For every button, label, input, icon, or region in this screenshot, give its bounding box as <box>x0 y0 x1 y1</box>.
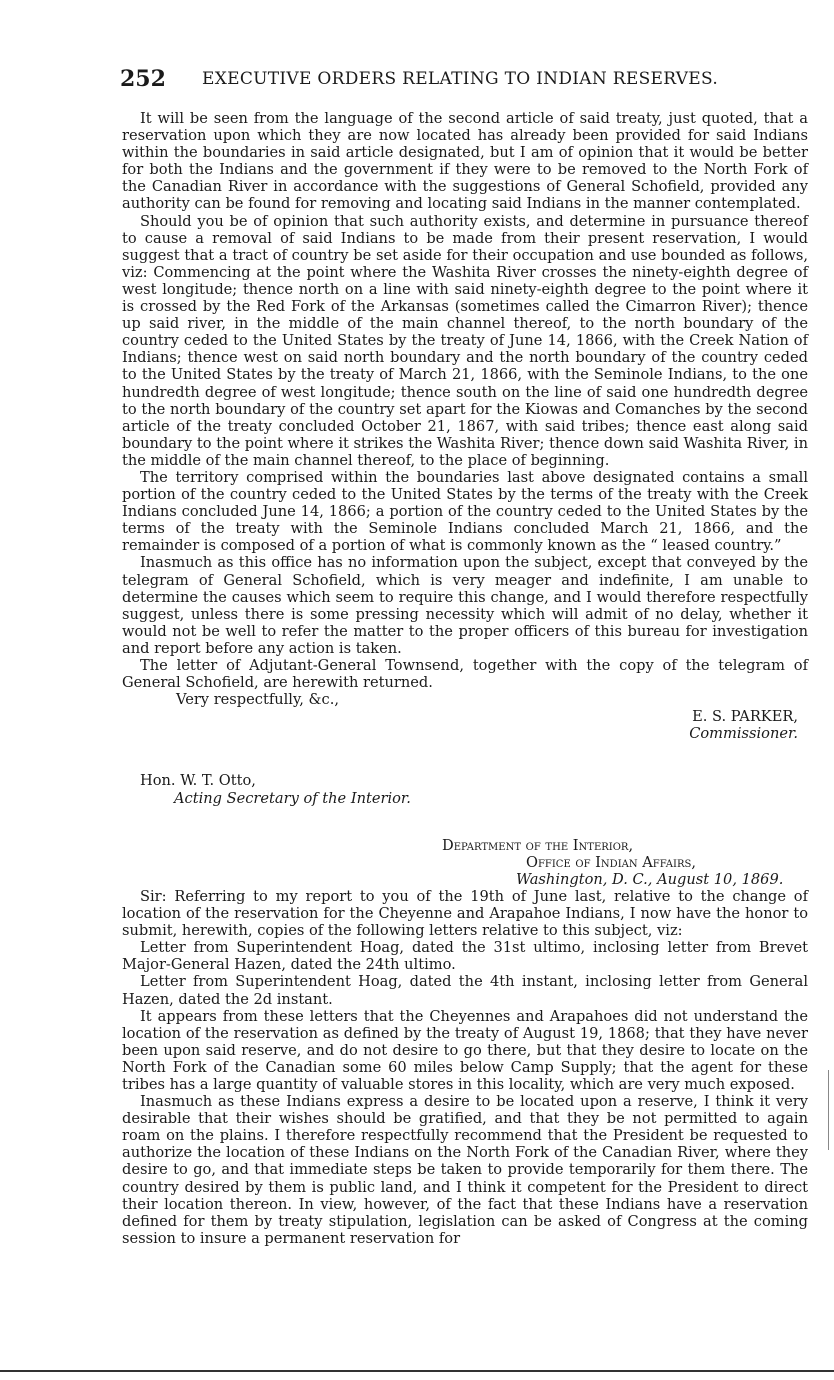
page-number: 252 <box>120 66 166 92</box>
addressee-block <box>140 772 808 806</box>
paragraph: Letter from Superintendent Hoag, dated the 4th instant, inclosing letter from General Hazen, dated the 2d instant. <box>122 973 808 1008</box>
signature-block <box>122 708 798 742</box>
dateline-place-date: Washington, D. C., August 10, 1869. <box>516 870 784 888</box>
addressee-name: Hon. W. T. Otto, <box>140 772 256 790</box>
signer-title: Commissioner. <box>689 725 798 743</box>
paragraph: Sir: Referring to my report to you of the 19th of June last, relative to the change of location of the reservation for the Cheyenne and Arapahoe Indians, I now have the honor to submit, herewith, copies of the following letters relative to this subject, viz: <box>122 887 808 940</box>
paragraph: It will be seen from the language of the second article of said treaty, just quoted, that a reservation upon which they are now located has already been provided for said Indians within the boundaries in said article designated, but I am of opinion that it would be better for both the Indians and the government if they were to be removed to the North Fork of the Canadian River in accordance with the suggestions of General Schofield, provided any authority can be found for removing and locating said Indians in the manner contemplated. <box>122 110 808 213</box>
paragraph: Inasmuch as these Indians express a desire to be located upon a reserve, I think it very desirable that their wishes should be gratified, and that they be not permitted to again roam on the plains. I therefore respectfully recommend that the President be requested to authorize the location of these Indians on the North Fork of the Canadian River, where they desire to go, and that immediate steps be taken to provide temporarily for them there. The country desired by them is public land, and I think it competent for the President to direct their location thereon. In view, however, of the fact that these Indians have a reservation defined for them by treaty stipulation, legislation can be asked of Congress at the coming session to insure a permanent reservation for <box>122 1093 808 1247</box>
margin-line <box>828 1070 829 1150</box>
page-body <box>122 110 808 1247</box>
paragraph: Inasmuch as this office has no information upon the subject, except that conveyed by the telegram of General Schofield, which is very meager and indefinite, I am unable to determine the causes which seem to require this change, and I would therefore respectfully suggest, unless there is some pressing necessity which will admit of no delay, whether it would not be well to refer the matter to the proper officers of this bureau for investigation and report before any action is taken. <box>122 554 808 657</box>
running-head: EXECUTIVE ORDERS RELATING TO INDIAN RESERVES. <box>202 69 719 89</box>
paragraph: Letter from Superintendent Hoag, dated the 31st ultimo, inclosing letter from Brevet Major-General Hazen, dated the 24th ultimo. <box>122 939 808 974</box>
page-bottom-edge <box>0 1370 834 1372</box>
addressee-title: Acting Secretary of the Interior. <box>174 789 411 807</box>
paragraph: It appears from these letters that the Cheyennes and Arapahoes did not understand the location of the reservation as defined by the treaty of August 19, 1868; that they have never been upon said reserve, and do not desire to go there, but that they desire to locate on the North Fork of the Canadian some 60 miles below Camp Supply; that the agent for these tribes has a large quantity of valuable stores in this locality, which are very much exposed. <box>122 1007 808 1093</box>
paragraph: Should you be of opinion that such authority exists, and determine in pursuance thereof to cause a removal of said Indians to be made from their present reservation, I would suggest that a tract of country be set aside for their occupation and use bounded as follows, viz: Commencing at the point where the Washita River crosses the ninety-eighth degree of west longitude; thence north on a line with said ninety-eighth degree to the point where it is crossed by the Red Fork of the Arkansas (sometimes called the Cimarron River); thence up said river, in the middle of the main channel thereof, to the north boundary of the country ceded to the United States by the treaty of June 14, 1866, with the Creek Nation of Indians; thence west on said north boundary and the north boundary of the country ceded to the United States by the treaty of March 21, 1866, with the Seminole Indians, to the one hundredth degree of west longitude; thence south on the line of said one hundredth degree to the north boundary of the country set apart for the Kiowas and Comanches by the second article of the treaty concluded October 21, 1867, with said tribes; thence east along said boundary to the point where it strikes the Washita River; thence down said Washita River, in the middle of the main channel thereof, to the place of beginning. <box>122 212 808 469</box>
dateline-department: Department of the Interior, <box>442 836 634 854</box>
closing: Very respectfully, &c., <box>176 691 339 709</box>
dateline <box>442 837 808 888</box>
dateline-office: Office of Indian Affairs, <box>526 853 696 871</box>
signer-name: E. S. PARKER, <box>692 708 798 726</box>
paragraph: The territory comprised within the boundaries last above designated contains a small portion of the country ceded to the United States by the terms of the treaty with the Creek Indians concluded June 14, 1866; a portion of the country ceded to the United States by the terms of the treaty with the Seminole Indians concluded March 21, 1866, and the remainder is composed of a portion of what is commonly known as the “ leased country.” <box>122 468 808 555</box>
paragraph: The letter of Adjutant-General Townsend, together with the copy of the telegram of General Schofield, are herewith returned. <box>122 657 808 692</box>
